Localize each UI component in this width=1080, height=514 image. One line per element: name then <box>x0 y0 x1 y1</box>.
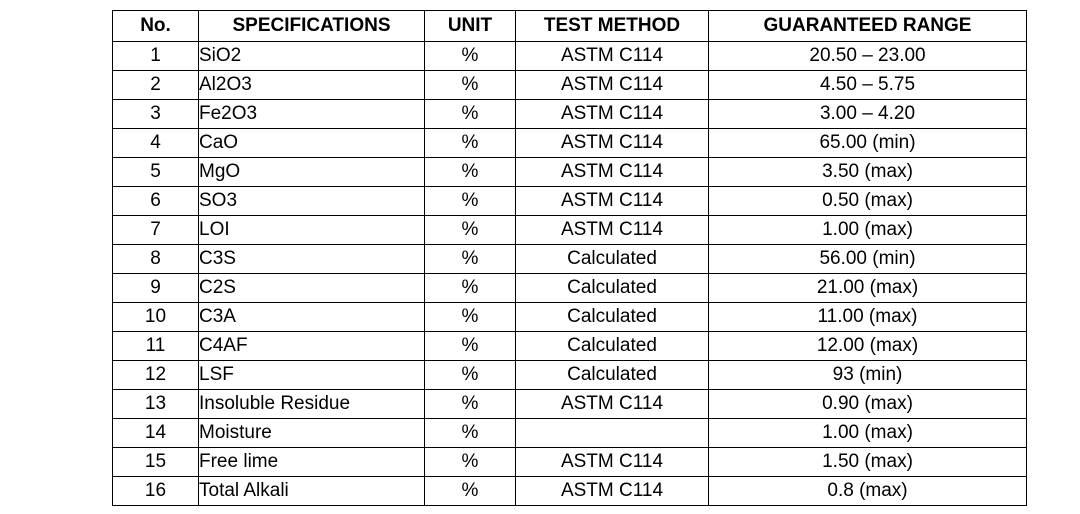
cell-guaranteed-range: 12.00 (max) <box>709 332 1027 361</box>
table-row <box>113 100 1027 129</box>
cell-test-method: ASTM C114 <box>516 71 709 100</box>
cell-test-method: Calculated <box>516 274 709 303</box>
cell-specification: LSF <box>199 361 425 390</box>
cell-test-method: ASTM C114 <box>516 129 709 158</box>
cell-test-method: Calculated <box>516 303 709 332</box>
header-specifications: SPECIFICATIONS <box>199 11 425 42</box>
cell-test-method: Calculated <box>516 332 709 361</box>
cell-unit: % <box>425 390 516 419</box>
cell-guaranteed-range: 0.90 (max) <box>709 390 1027 419</box>
cell-unit: % <box>425 274 516 303</box>
cell-specification: LOI <box>199 216 425 245</box>
cell-no: 16 <box>113 477 199 506</box>
cell-no: 2 <box>113 71 199 100</box>
cell-specification: CaO <box>199 129 425 158</box>
header-no: No. <box>113 11 199 42</box>
cell-no: 4 <box>113 129 199 158</box>
table-row <box>113 42 1027 71</box>
cell-unit: % <box>425 216 516 245</box>
table-row <box>113 419 1027 448</box>
cell-unit: % <box>425 332 516 361</box>
cell-test-method: ASTM C114 <box>516 448 709 477</box>
table-row <box>113 245 1027 274</box>
cell-unit: % <box>425 129 516 158</box>
cell-no: 6 <box>113 187 199 216</box>
header-test-method: TEST METHOD <box>516 11 709 42</box>
cell-unit: % <box>425 448 516 477</box>
table-header-row <box>113 11 1027 42</box>
cell-specification: Insoluble Residue <box>199 390 425 419</box>
cell-test-method <box>516 419 709 448</box>
cell-no: 9 <box>113 274 199 303</box>
table-row <box>113 332 1027 361</box>
cell-test-method: ASTM C114 <box>516 42 709 71</box>
table-row <box>113 158 1027 187</box>
cell-specification: C2S <box>199 274 425 303</box>
cell-no: 13 <box>113 390 199 419</box>
cell-unit: % <box>425 187 516 216</box>
cell-no: 3 <box>113 100 199 129</box>
cell-unit: % <box>425 71 516 100</box>
cell-specification: Free lime <box>199 448 425 477</box>
cell-test-method: Calculated <box>516 245 709 274</box>
cell-specification: SiO2 <box>199 42 425 71</box>
table-body <box>113 42 1027 506</box>
cell-guaranteed-range: 1.00 (max) <box>709 419 1027 448</box>
table-row <box>113 216 1027 245</box>
table-row <box>113 477 1027 506</box>
cell-test-method: ASTM C114 <box>516 216 709 245</box>
cell-no: 8 <box>113 245 199 274</box>
cell-guaranteed-range: 93 (min) <box>709 361 1027 390</box>
cell-test-method: ASTM C114 <box>516 100 709 129</box>
cell-no: 15 <box>113 448 199 477</box>
cell-specification: Total Alkali <box>199 477 425 506</box>
cell-test-method: ASTM C114 <box>516 187 709 216</box>
header-unit: UNIT <box>425 11 516 42</box>
cell-no: 1 <box>113 42 199 71</box>
cell-guaranteed-range: 20.50 – 23.00 <box>709 42 1027 71</box>
table-row <box>113 448 1027 477</box>
cell-specification: C4AF <box>199 332 425 361</box>
cell-specification: Fe2O3 <box>199 100 425 129</box>
cell-specification: C3A <box>199 303 425 332</box>
cell-guaranteed-range: 21.00 (max) <box>709 274 1027 303</box>
cell-test-method: Calculated <box>516 361 709 390</box>
cell-unit: % <box>425 419 516 448</box>
cell-guaranteed-range: 0.50 (max) <box>709 187 1027 216</box>
table-row <box>113 390 1027 419</box>
cell-test-method: ASTM C114 <box>516 390 709 419</box>
cell-no: 11 <box>113 332 199 361</box>
table-row <box>113 129 1027 158</box>
cell-guaranteed-range: 65.00 (min) <box>709 129 1027 158</box>
cell-no: 10 <box>113 303 199 332</box>
table-row <box>113 361 1027 390</box>
cell-specification: MgO <box>199 158 425 187</box>
table-row <box>113 274 1027 303</box>
cell-test-method: ASTM C114 <box>516 158 709 187</box>
cell-unit: % <box>425 100 516 129</box>
cell-unit: % <box>425 303 516 332</box>
specifications-table <box>112 10 1027 506</box>
cell-unit: % <box>425 245 516 274</box>
table-row <box>113 187 1027 216</box>
cell-specification: Moisture <box>199 419 425 448</box>
cell-guaranteed-range: 0.8 (max) <box>709 477 1027 506</box>
cell-guaranteed-range: 3.00 – 4.20 <box>709 100 1027 129</box>
cell-unit: % <box>425 477 516 506</box>
cell-no: 7 <box>113 216 199 245</box>
cell-unit: % <box>425 42 516 71</box>
header-guaranteed-range: GUARANTEED RANGE <box>709 11 1027 42</box>
cell-specification: C3S <box>199 245 425 274</box>
cell-guaranteed-range: 1.00 (max) <box>709 216 1027 245</box>
cell-guaranteed-range: 4.50 – 5.75 <box>709 71 1027 100</box>
cell-unit: % <box>425 361 516 390</box>
cell-guaranteed-range: 11.00 (max) <box>709 303 1027 332</box>
cell-specification: Al2O3 <box>199 71 425 100</box>
cell-specification: SO3 <box>199 187 425 216</box>
cell-no: 5 <box>113 158 199 187</box>
table-row <box>113 71 1027 100</box>
cell-guaranteed-range: 1.50 (max) <box>709 448 1027 477</box>
cell-no: 14 <box>113 419 199 448</box>
table-row <box>113 303 1027 332</box>
cell-guaranteed-range: 3.50 (max) <box>709 158 1027 187</box>
cell-no: 12 <box>113 361 199 390</box>
cell-guaranteed-range: 56.00 (min) <box>709 245 1027 274</box>
cell-test-method: ASTM C114 <box>516 477 709 506</box>
cell-unit: % <box>425 158 516 187</box>
